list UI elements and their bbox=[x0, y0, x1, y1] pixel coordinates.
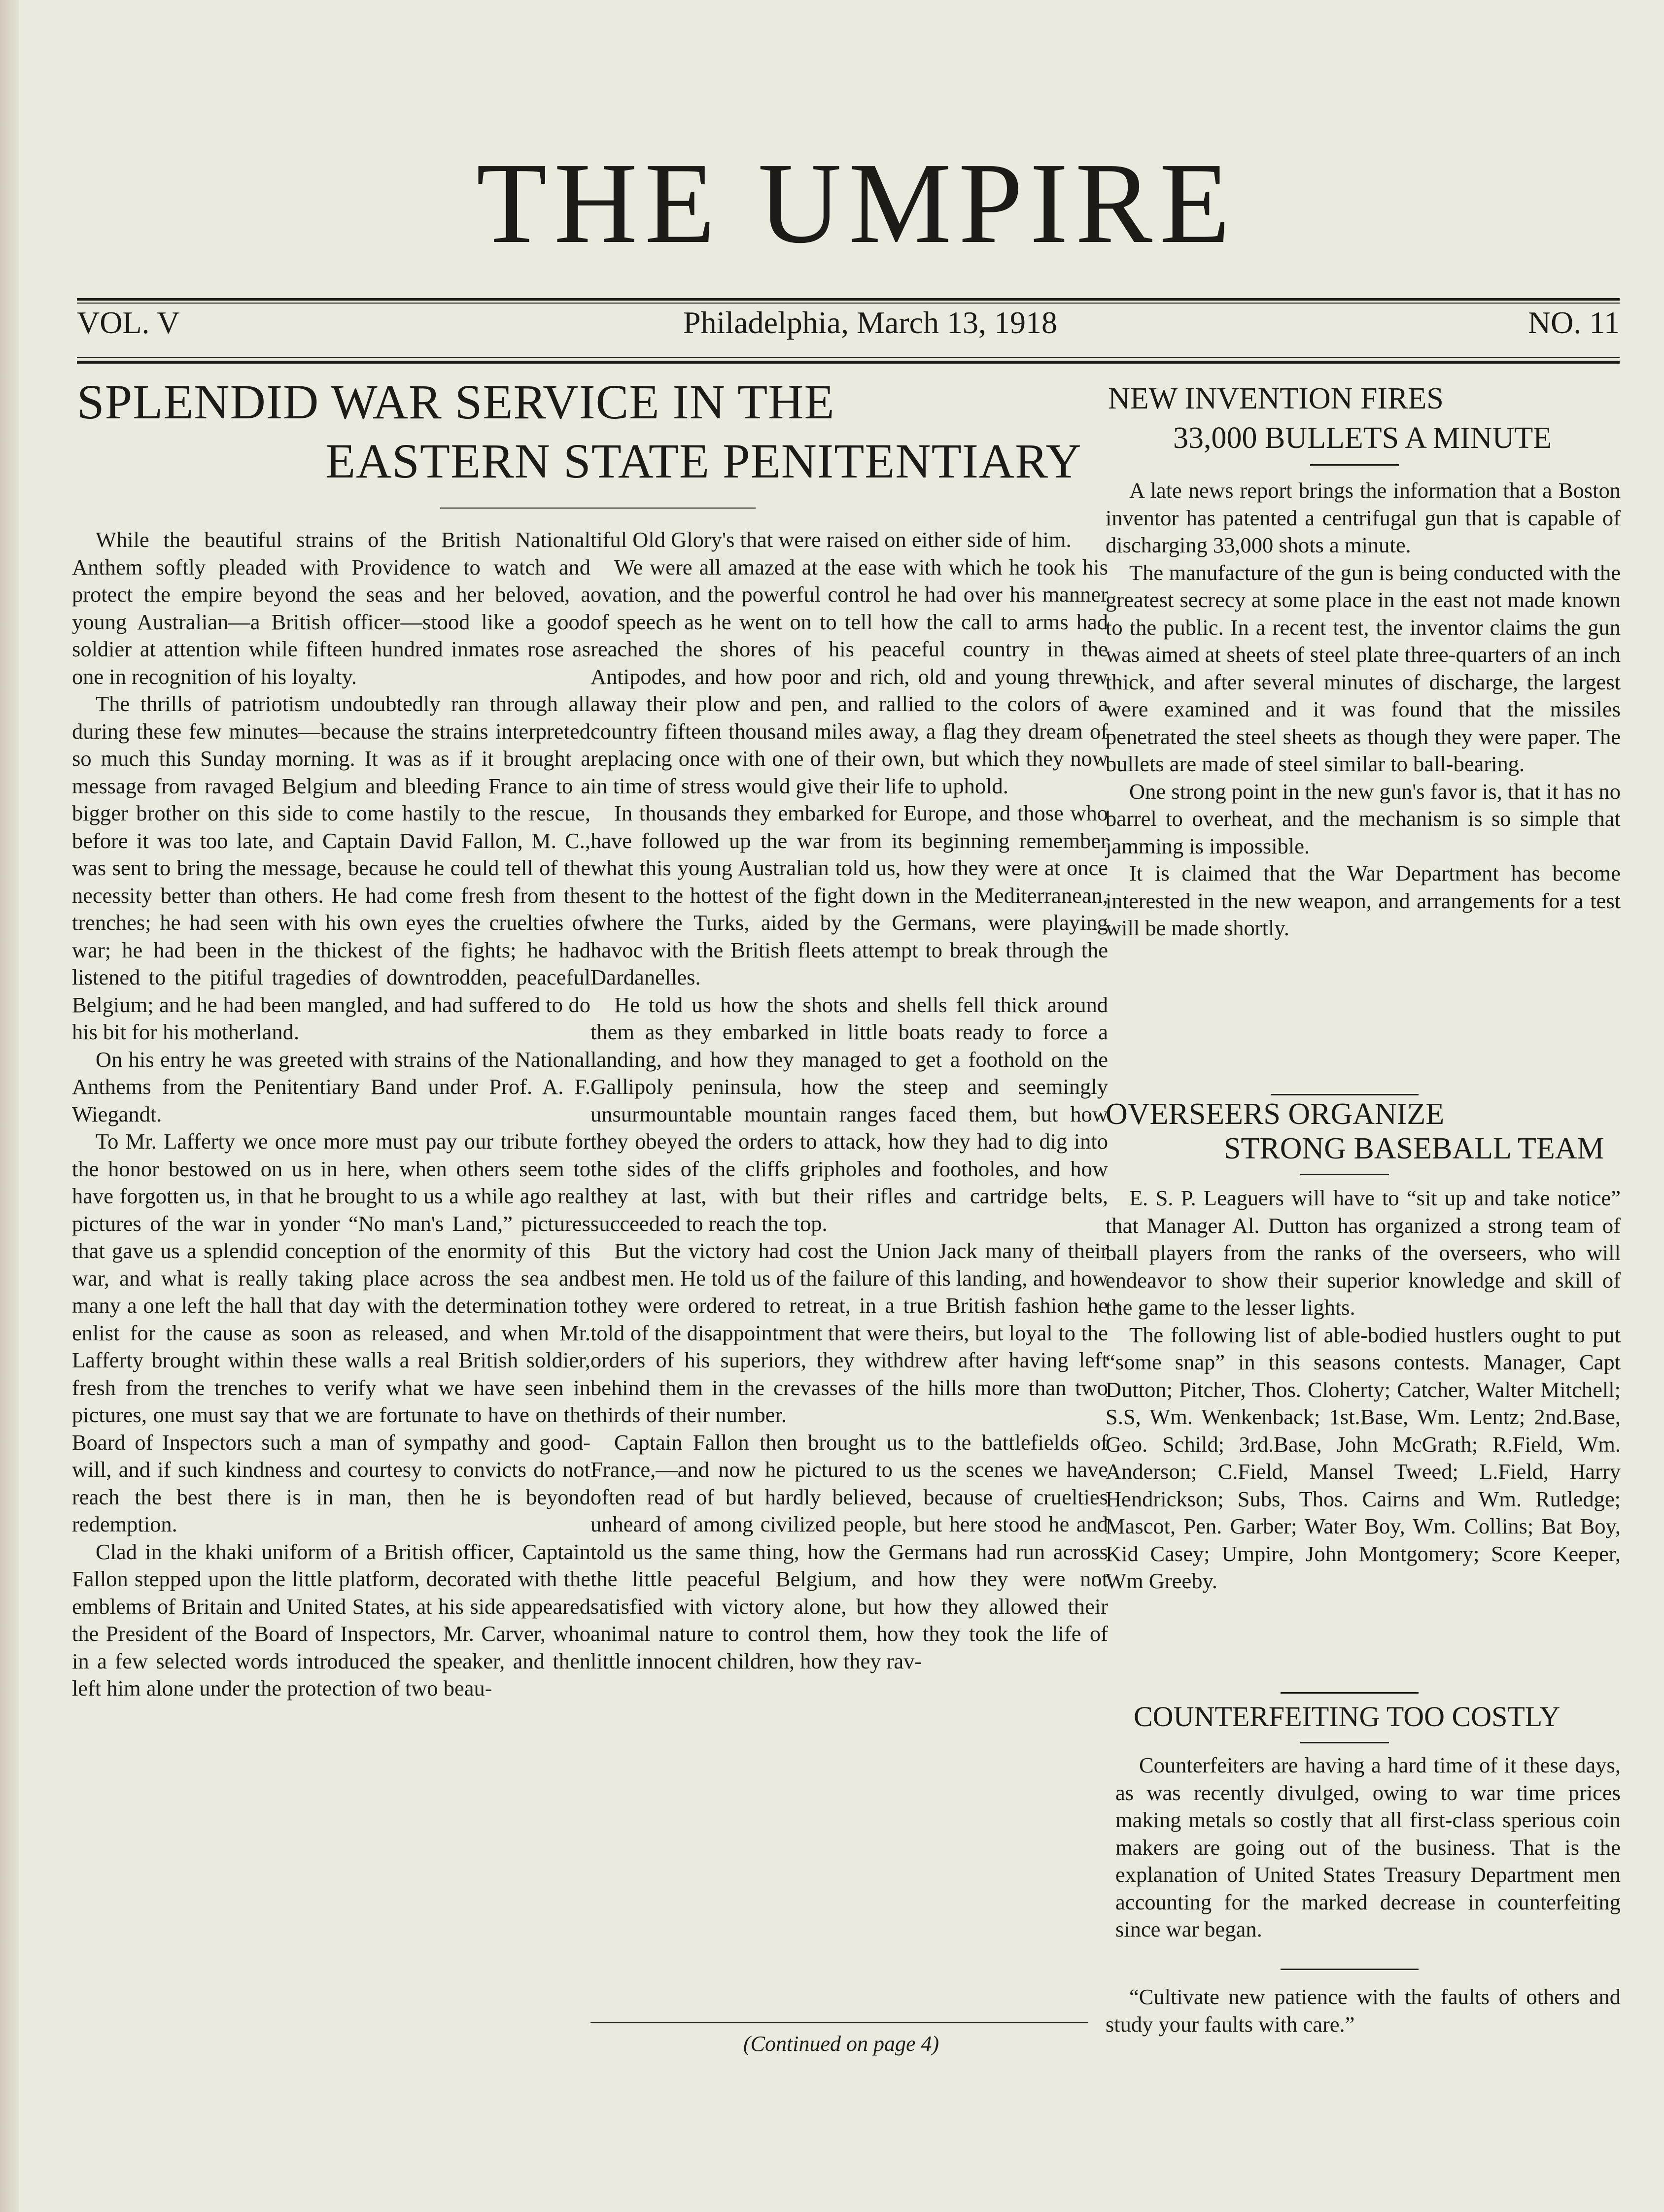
invention-headline-line2: 33,000 BULLETS A MINUTE bbox=[1173, 421, 1552, 455]
invention-article bbox=[1106, 477, 1621, 942]
baseball-headline-line2: STRONG BASEBALL TEAM bbox=[1224, 1132, 1604, 1165]
lead-article-column-1 bbox=[72, 526, 590, 1702]
lead-paragraph: While the beautiful strains of the British National Anthem softly pleaded with Providence to watch and protect the empire beyond the seas and her beloved, a young Australian—a British officer—stood like a good soldier at attention while fifteen hundred inmates rose as one in recognition of his loyalty. bbox=[72, 527, 590, 689]
lead-paragraph: Clad in the khaki uniform of a British officer, Captain Fallon stepped upon the little platform, decorated with the emblems of Britain and United States, at his side appeared the President of the Board of Inspectors, Mr. Carver, who in a few selected words introduced the speaker, and then left him alone under the protection of two beau- bbox=[72, 1539, 590, 1701]
lead-paragraph: He told us how the shots and shells fell thick around them as they embarked in little boats ready to force a landing, and how they managed to get a foothold on the Gallipoly peninsula, how the steep and seemingly unsurmountable mountain ranges faced them, but how they obeyed the orders to attack, how they had to dig into the sides of the cliffs gripholes and footholes, and how they at last, with but their rifles and cartridge belts, succeeded to reach the top. bbox=[590, 992, 1108, 1236]
newspaper-page bbox=[19, 0, 1664, 2212]
volume-label: VOL. V bbox=[77, 305, 180, 340]
headline-divider bbox=[440, 508, 756, 509]
invention-paragraph: One strong point in the new gun's favor is, that it has no barrel to overheat, and the mechanism is so simple that jamming is impossible. bbox=[1106, 779, 1621, 858]
baseball-paragraph: The following list of able-bodied hustlers ought to put “some snap” in this seasons contests. Manager, Capt Dutton; Pitcher, Thos. Cloherty; Catcher, Walter Mitchell; S.S, Wm. Wenkenback; 1st.Base, Wm. Lentz; 2nd.Base, Geo. Schild; 3rd.Base, John McGrath; R.Field, Wm. Anderson; C.Field, Mansel Tweed; L.Field, Harry Hendrickson; Subs, Thos. Cairns and Wm. Rutledge; Mascot, Pen. Garber; Water Boy, Wm. Collins; Bat Boy, Kid Casey; Umpire, John Montgomery; Score Keeper, Wm Greeby. bbox=[1106, 1322, 1621, 1593]
counterfeit-divider bbox=[1300, 1742, 1389, 1743]
invention-paragraph: The manufacture of the gun is being conducted with the greatest secrecy at some place in the east not made known to the public. In a recent test, the inventor claims the gun was aimed at sheets of steel plate three-quarters of an inch thick, and after several minutes of discharge, the largest were examined and it was found that the missiles penetrated the steel sheets as though they were paper. The bullets are made of steel similar to ball-bearing. bbox=[1106, 560, 1621, 776]
lead-paragraph: In thousands they embarked for Europe, and those who have followed up the war from its beginning remember what this young Australian told us, how they were at once sent to the hottest of the fight down in the Mediterranean, where the Turks, aided by the Germans, were playing havoc with the British fleets attempt to break through the Dardanelles. bbox=[590, 801, 1108, 989]
lead-paragraph: On his entry he was greeted with strains of the National Anthems from the Penitentiary Band under Prof. A. F. Wiegandt. bbox=[72, 1047, 590, 1126]
lead-paragraph: tiful Old Glory's that were raised on either side of him. bbox=[590, 527, 1072, 552]
lead-paragraph: The thrills of patriotism undoubtedly ran through all during these few minutes—because the strains interpreted so much this Sunday morning. It was as if it brought a message from ravaged Belgium and bleeding France to a bigger brother on this side to come hastily to the rescue, before it was too late, and Captain David Fallon, M. C., was sent to bring the message, because he could tell of the necessity better than others. He had come fresh from the trenches; he had seen with his own eyes the cruelties of war; he had been in the thickest of the fights; he had listened to the pitiful tragedies of downtrodden, peaceful Belgium; and he had been mangled, and had suffered to do his bit for his motherland. bbox=[72, 691, 590, 1044]
rule-top-thin bbox=[77, 303, 1620, 304]
counterfeit-headline: COUNTERFEITING TOO COSTLY bbox=[1134, 1701, 1560, 1733]
rule-top-thick bbox=[77, 298, 1620, 301]
rule-bottom-thick bbox=[77, 361, 1620, 364]
baseball-divider bbox=[1300, 1174, 1389, 1175]
baseball-top-divider bbox=[1271, 1094, 1419, 1095]
binding-edge bbox=[0, 0, 19, 2212]
closing-quote bbox=[1106, 1983, 1621, 2038]
issue-number: NO. 11 bbox=[1527, 305, 1620, 340]
counterfeit-article bbox=[1115, 1752, 1621, 1943]
baseball-headline-line1: OVERSEERS ORGANIZE bbox=[1106, 1097, 1445, 1131]
lead-paragraph: Captain Fallon then brought us to the battlefields of France,—and now he pictured to us the scenes we have often read of but hardly believed, because of cruelties unheard of among civilized people, but here stood he and told us the same thing, how the Germans had run across the little peaceful Belgium, and how they were not satisfied with victory alone, but how they allowed their animal nature to control them, how they took the life of little innocent children, how they rav- bbox=[590, 1429, 1108, 1673]
issue-info-line bbox=[77, 305, 1620, 344]
lead-paragraph: We were all amazed at the ease with which he took his ovation, and the powerful control he had over his manner of speech as he went on to tell how the call to arms had reached the shores of his peaceful country in the Antipodes, and how poor and rich, old and young threw away their plow and pen, and rallied to the colors of a country fifteen thousand miles away, a flag they dream of replacing once with one of their own, but which they now in time of stress would give their life to uphold. bbox=[590, 554, 1108, 798]
counterfeit-paragraph: Counterfeiters are having a hard time of it these days, as was recently divulged, owing to war time prices making metals so costly that all first-class sperious coin makers are going out of the business. That is the explanation of United States Treasury Department men accounting for the marked decrease in counterfeiting since war began. bbox=[1115, 1753, 1621, 1941]
invention-divider bbox=[1310, 464, 1399, 466]
rule-bottom-thin bbox=[77, 357, 1620, 358]
lead-paragraph: But the victory had cost the Union Jack many of their best men. He told us of the failure of this landing, and how they were ordered to retreat, in a true British fashion he told of the disappointment that were theirs, but loyal to the orders of his superiors, they withdrew after having left behind them in the crevasses of the hills more than two thirds of their number. bbox=[590, 1238, 1108, 1427]
baseball-article bbox=[1106, 1185, 1621, 1595]
invention-headline-line1: NEW INVENTION FIRES bbox=[1108, 382, 1444, 415]
quote-text: “Cultivate new patience with the faults of others and study your faults with care.” bbox=[1106, 1984, 1621, 2037]
lead-headline-line1: SPLENDID WAR SERVICE IN THE bbox=[77, 374, 835, 429]
continued-divider bbox=[590, 2022, 1088, 2023]
continued-note: (Continued on page 4) bbox=[743, 2032, 939, 2056]
baseball-paragraph: E. S. P. Leaguers will have to “sit up and take notice” that Manager Al. Dutton has organized a strong team of ball players from the ranks of the overseers, who will endeavor to show their superior knowledge and skill of the game to the lesser lights. bbox=[1106, 1186, 1621, 1320]
invention-paragraph: A late news report brings the information that a Boston inventor has patented a centrifugal gun that is capable of discharging 33,000 shots a minute. bbox=[1106, 478, 1621, 557]
masthead-title: THE UMPIRE bbox=[476, 139, 1237, 267]
lead-paragraph: To Mr. Lafferty we once more must pay our tribute for the honor bestowed on us in here, when others seem to have forgotten us, in that he brought to us a while ago real pictures of the war in yonder “No man's Land,” pictures that gave us a splendid conception of the enormity of this war, and what is really taking place across the sea and many a one left the hall that day with the determination to enlist for the cause as soon as released, and when Mr. Lafferty brought within these walls a real British soldier, fresh from the trenches to verify what we have seen in pictures, one must say that we are fortunate to have on the Board of Inspectors such a man of sympathy and good-will, and if such kindness and courtesy to convicts do not reach the best there is in man, then he is beyond redemption. bbox=[72, 1129, 590, 1536]
quote-divider bbox=[1281, 1969, 1419, 1970]
counterfeit-top-divider bbox=[1281, 1692, 1419, 1694]
dateline: Philadelphia, March 13, 1918 bbox=[683, 305, 1057, 340]
lead-article-column-2 bbox=[590, 526, 1108, 1675]
invention-paragraph: It is claimed that the War Department has become interested in the new weapon, and arrangements for a test will be made shortly. bbox=[1106, 861, 1621, 940]
lead-headline-line2: EASTERN STATE PENITENTIARY bbox=[325, 434, 1082, 488]
